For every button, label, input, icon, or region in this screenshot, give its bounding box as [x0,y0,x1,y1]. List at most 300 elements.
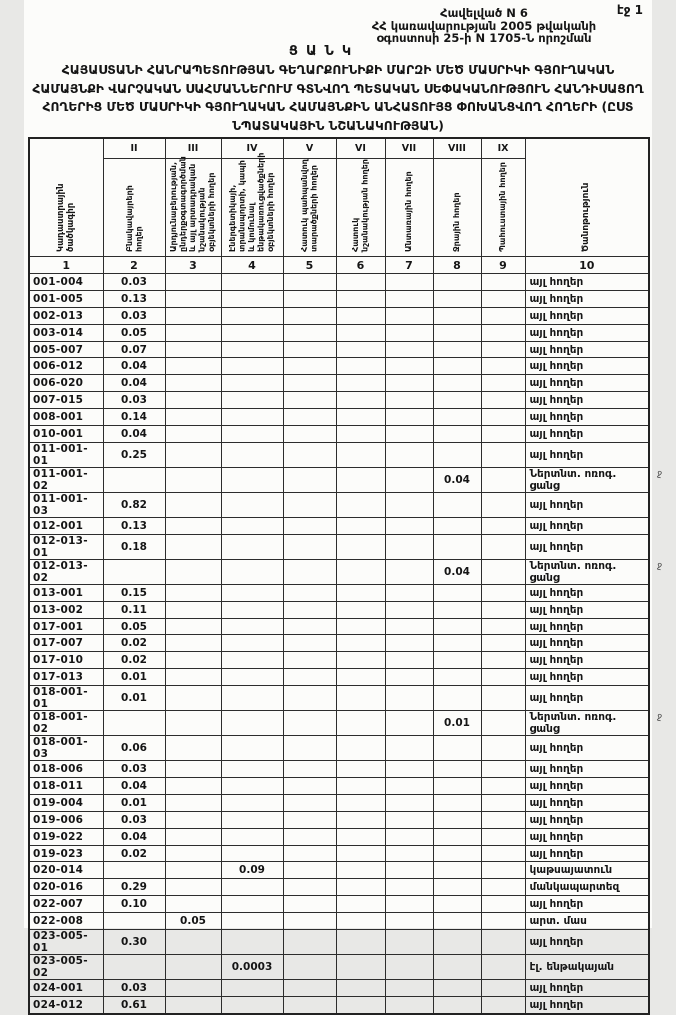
column-header-special-purpose-lands: Հատուկ նշանակության հողեր [336,159,385,257]
value-cell [165,862,221,879]
column-number: 2 [103,257,165,274]
value-cell [481,955,525,980]
value-cell [481,601,525,618]
value-cell [221,794,283,811]
value-cell [336,392,385,409]
value-cell [336,811,385,828]
title-line-1: ՀԱՅԱՍՏԱՆԻ ՀԱՆՐԱՊԵՏՈՒԹՅԱՆ ԳԵՂԱՐՔՈՒՆԻՔԻ ՄԱՐԶԻ ՄԵԾ ՄԱՍՐԻԿԻ ԳՅՈՒՂԱԿԱՆ [61,63,615,77]
table-row [29,517,649,534]
column-number: 10 [525,257,649,274]
table-row [29,686,649,711]
value-cell [336,492,385,517]
value-cell [481,828,525,845]
cadastral-code-cell: 006-012 [29,358,103,375]
value-cell [481,290,525,307]
value-cell [481,794,525,811]
value-cell [481,862,525,879]
value-cell [221,996,283,1013]
value-cell [481,274,525,291]
note-cell: կաթսայատուն [525,862,649,879]
value-cell [103,711,165,736]
value-cell [385,996,433,1013]
value-cell [336,686,385,711]
cadastral-code-cell: 010-001 [29,426,103,443]
cadastral-code-cell: 013-001 [29,584,103,601]
value-cell: 0.04 [103,426,165,443]
value-cell [165,761,221,778]
note-cell: մանկապարտեզ [525,879,649,896]
note-cell: այլ հողեր [525,778,649,795]
value-cell [336,896,385,913]
value-cell [385,559,433,584]
note-cell: այլ հողեր [525,845,649,862]
value-cell [221,358,283,375]
value-cell [165,879,221,896]
cadastral-code-cell: 013-002 [29,601,103,618]
note-cell: այլ հողեր [525,635,649,652]
value-cell: 0.04 [103,375,165,392]
table-row [29,601,649,618]
value-cell [481,341,525,358]
annex-line-1: Հավելված N 6 [440,6,528,20]
value-cell [221,492,283,517]
value-cell [385,652,433,669]
value-cell [165,896,221,913]
value-cell [385,761,433,778]
marginal-handwritten-mark: ջ [656,468,663,480]
value-cell [283,930,336,955]
value-cell [481,736,525,761]
value-cell [283,307,336,324]
value-cell [385,896,433,913]
table-row [29,778,649,795]
table-row [29,761,649,778]
cadastral-code-cell: 017-013 [29,669,103,686]
column-number: 7 [385,257,433,274]
value-cell [221,290,283,307]
table-row [29,358,649,375]
annex-line-3: օգոստոսի 25-ի N 1705-Ն որոշման [376,31,592,45]
value-cell [385,980,433,997]
value-cell [433,341,481,358]
value-cell: 0.01 [433,711,481,736]
cadastral-code-cell: 007-015 [29,392,103,409]
value-cell [385,686,433,711]
value-cell [165,652,221,669]
value-cell [385,711,433,736]
value-cell [221,930,283,955]
marginal-handwritten-mark: ջ [656,711,663,723]
value-cell [481,517,525,534]
value-cell [165,534,221,559]
value-cell [385,669,433,686]
value-cell [385,467,433,492]
value-cell [385,392,433,409]
value-cell [283,290,336,307]
value-cell: 0.04 [433,467,481,492]
value-cell [221,341,283,358]
cadastral-code-cell: 022-008 [29,913,103,930]
value-cell [481,358,525,375]
value-cell [283,913,336,930]
table-row [29,794,649,811]
value-cell [481,426,525,443]
note-cell: այլ հողեր [525,492,649,517]
value-cell [385,534,433,559]
value-cell [336,652,385,669]
value-cell: 0.03 [103,392,165,409]
title-line-3: ՀՈՂԵՐԻՑ ՄԵԾ ՄԱՍՐԻԿԻ ԳՅՈՒՂԱԿԱՆ ՀԱՄԱՅՆՔԻՆ ԱՆՀԱՏՈՒՅՑ ՓՈԽԱՆՑՎՈՂ ՀՈՂԵՐԻ (ԸՍՏ [42,100,634,114]
value-cell [433,635,481,652]
value-cell [221,467,283,492]
note-cell: այլ հողեր [525,618,649,635]
value-cell [433,274,481,291]
cadastral-code-cell: 001-005 [29,290,103,307]
value-cell [385,290,433,307]
value-cell [283,442,336,467]
value-cell [165,426,221,443]
value-cell [221,736,283,761]
table-row [29,341,649,358]
value-cell [433,426,481,443]
value-cell [433,307,481,324]
value-cell [165,307,221,324]
cadastral-code-cell: 008-001 [29,409,103,426]
cadastral-code-cell: 018-011 [29,778,103,795]
value-cell [481,392,525,409]
value-cell [283,559,336,584]
note-cell: այլ հողեր [525,980,649,997]
value-cell [165,845,221,862]
value-cell [336,534,385,559]
value-cell: 0.03 [103,274,165,291]
value-cell [385,828,433,845]
value-cell: 0.29 [103,879,165,896]
cadastral-code-cell: 018-001-03 [29,736,103,761]
value-cell [433,955,481,980]
value-cell [433,601,481,618]
value-cell [221,375,283,392]
table-row [29,534,649,559]
table-row [29,811,649,828]
value-cell [283,828,336,845]
note-cell: այլ հողեր [525,274,649,291]
note-cell: այլ հողեր [525,409,649,426]
column-numeral-iii: III [165,138,221,159]
value-cell [433,358,481,375]
value-cell [481,618,525,635]
value-cell [165,980,221,997]
table-row [29,896,649,913]
column-number: 6 [336,257,385,274]
value-cell [433,686,481,711]
column-numeral-v: V [283,138,336,159]
value-cell [283,686,336,711]
value-cell [336,955,385,980]
note-cell: այլ հողեր [525,811,649,828]
value-cell: 0.03 [103,811,165,828]
value-cell: 0.02 [103,635,165,652]
list-word: ՑԱՆԿ [288,44,360,59]
value-cell [433,618,481,635]
value-cell: 0.13 [103,517,165,534]
value-cell [283,492,336,517]
cadastral-code-cell: 017-007 [29,635,103,652]
value-cell [433,913,481,930]
column-header-energy-transport-lands: Էներգետիկայի, տրանսպորտի, կապի և կոմունալ ենթակառուցվածքների օբյեկտների հողեր [221,159,283,257]
column-numeral-ix: IX [481,138,525,159]
value-cell [221,534,283,559]
value-cell [221,845,283,862]
value-cell [385,930,433,955]
value-cell [283,324,336,341]
title-line-4: ՆՊԱՏԱԿԱՅԻՆ ՆՇԱՆԱԿՈՒԹՅԱՆ) [232,118,444,133]
value-cell [283,358,336,375]
value-cell [385,736,433,761]
value-cell [336,669,385,686]
note-cell: այլ հողեր [525,686,649,711]
note-cell: այլ հողեր [525,736,649,761]
value-cell [481,686,525,711]
value-cell [165,492,221,517]
column-header-reserve-lands: Պահուստային հողեր [481,159,525,257]
table-row [29,955,649,980]
value-cell [165,635,221,652]
table-row [29,392,649,409]
table-row [29,290,649,307]
cadastral-code-cell: 017-001 [29,618,103,635]
column-number: 9 [481,257,525,274]
value-cell [433,996,481,1013]
value-cell [385,442,433,467]
value-cell [481,652,525,669]
value-cell [385,618,433,635]
value-cell [283,736,336,761]
value-cell [433,811,481,828]
value-cell [165,467,221,492]
cadastral-code-cell: 017-010 [29,652,103,669]
note-cell: այլ հողեր [525,761,649,778]
value-cell [283,409,336,426]
note-cell: այլ հողեր [525,307,649,324]
column-header-water-lands: Ջրային հողեր [433,159,481,257]
column-number: 8 [433,257,481,274]
value-cell [283,845,336,862]
value-cell [481,930,525,955]
value-cell: 0.03 [103,980,165,997]
value-cell [336,442,385,467]
value-cell: 0.09 [221,862,283,879]
value-cell [165,559,221,584]
note-cell: այլ հողեր [525,996,649,1013]
value-cell [481,761,525,778]
table-row [29,862,649,879]
value-cell [283,618,336,635]
value-cell [283,761,336,778]
note-cell: այլ հողեր [525,341,649,358]
value-cell [385,635,433,652]
value-cell [221,761,283,778]
value-cell [283,392,336,409]
value-cell [283,955,336,980]
cadastral-code-cell: 012-013-01 [29,534,103,559]
cadastral-code-cell: 006-020 [29,375,103,392]
value-cell [165,442,221,467]
value-cell [283,778,336,795]
value-cell [336,584,385,601]
cadastral-code-cell: 012-013-02 [29,559,103,584]
value-cell [433,828,481,845]
value-cell [283,862,336,879]
note-cell: Ներտնտ. ոռոգ. ցանց ջ [525,711,649,736]
value-cell [336,559,385,584]
value-cell: 0.14 [103,409,165,426]
value-cell [433,794,481,811]
value-cell [221,896,283,913]
value-cell: 0.03 [103,761,165,778]
value-cell [165,601,221,618]
cadastral-code-cell: 019-023 [29,845,103,862]
value-cell [481,442,525,467]
value-cell [385,426,433,443]
value-cell [385,492,433,517]
value-cell [336,517,385,534]
table-header [29,138,649,274]
value-cell [221,913,283,930]
table-row [29,930,649,955]
value-cell [221,635,283,652]
value-cell [336,290,385,307]
value-cell [221,584,283,601]
value-cell [283,980,336,997]
value-cell [385,845,433,862]
value-cell [481,409,525,426]
note-cell: այլ հողեր [525,652,649,669]
table-row [29,375,649,392]
note-cell: այլ հողեր [525,442,649,467]
table-row [29,307,649,324]
value-cell [481,996,525,1013]
value-cell [336,862,385,879]
value-cell [283,375,336,392]
page-number: էջ 1 [616,3,643,17]
value-cell [283,601,336,618]
value-cell [103,955,165,980]
value-cell [336,635,385,652]
value-cell [433,652,481,669]
value-cell [165,711,221,736]
cadastral-code-cell: 003-014 [29,324,103,341]
note-cell: այլ հողեր [525,324,649,341]
value-cell [283,896,336,913]
value-cell: 0.01 [103,794,165,811]
value-cell [336,996,385,1013]
value-cell [385,584,433,601]
value-cell [283,711,336,736]
cadastral-code-cell: 019-006 [29,811,103,828]
value-cell [283,467,336,492]
value-cell [165,409,221,426]
value-cell [165,290,221,307]
column-number: 3 [165,257,221,274]
value-cell [481,324,525,341]
value-cell [336,601,385,618]
value-cell [481,467,525,492]
table-row [29,492,649,517]
value-cell [283,517,336,534]
value-cell [283,534,336,559]
value-cell: 0.30 [103,930,165,955]
value-cell [385,274,433,291]
table-row [29,467,649,492]
table-row [29,584,649,601]
value-cell [433,517,481,534]
value-cell: 0.0003 [221,955,283,980]
value-cell [221,559,283,584]
cadastral-code-cell: 023-005-02 [29,955,103,980]
value-cell [336,879,385,896]
value-cell [221,669,283,686]
column-numeral-vii: VII [385,138,433,159]
column-number: 1 [29,257,103,274]
value-cell [481,811,525,828]
value-cell [165,930,221,955]
value-cell [481,980,525,997]
value-cell [103,467,165,492]
note-cell: էլ. ենթակայան [525,955,649,980]
value-cell: 0.04 [433,559,481,584]
value-cell [336,828,385,845]
table-row [29,845,649,862]
value-cell: 0.25 [103,442,165,467]
note-cell: այլ հողեր [525,896,649,913]
value-cell [103,559,165,584]
value-cell [385,601,433,618]
value-cell [433,845,481,862]
table-row [29,426,649,443]
value-cell [165,686,221,711]
column-numeral-viii: VIII [433,138,481,159]
column-header-settlement-lands: Բնակավայրերի հողեր [103,159,165,257]
table-row [29,652,649,669]
value-cell [165,669,221,686]
value-cell [221,274,283,291]
value-cell [221,307,283,324]
value-cell: 0.10 [103,896,165,913]
land-transfer-table [28,137,663,1015]
value-cell [385,307,433,324]
value-cell [283,274,336,291]
value-cell [336,794,385,811]
value-cell [481,559,525,584]
value-cell [481,375,525,392]
note-cell: այլ հողեր [525,358,649,375]
value-cell [433,492,481,517]
value-cell [336,736,385,761]
value-cell [433,930,481,955]
value-cell [336,409,385,426]
value-cell [385,341,433,358]
value-cell [221,811,283,828]
note-cell: այլ հողեր [525,290,649,307]
value-cell [221,426,283,443]
value-cell [433,442,481,467]
value-cell [385,794,433,811]
value-cell [481,896,525,913]
value-cell [221,778,283,795]
value-cell [221,324,283,341]
cadastral-code-cell: 024-012 [29,996,103,1013]
